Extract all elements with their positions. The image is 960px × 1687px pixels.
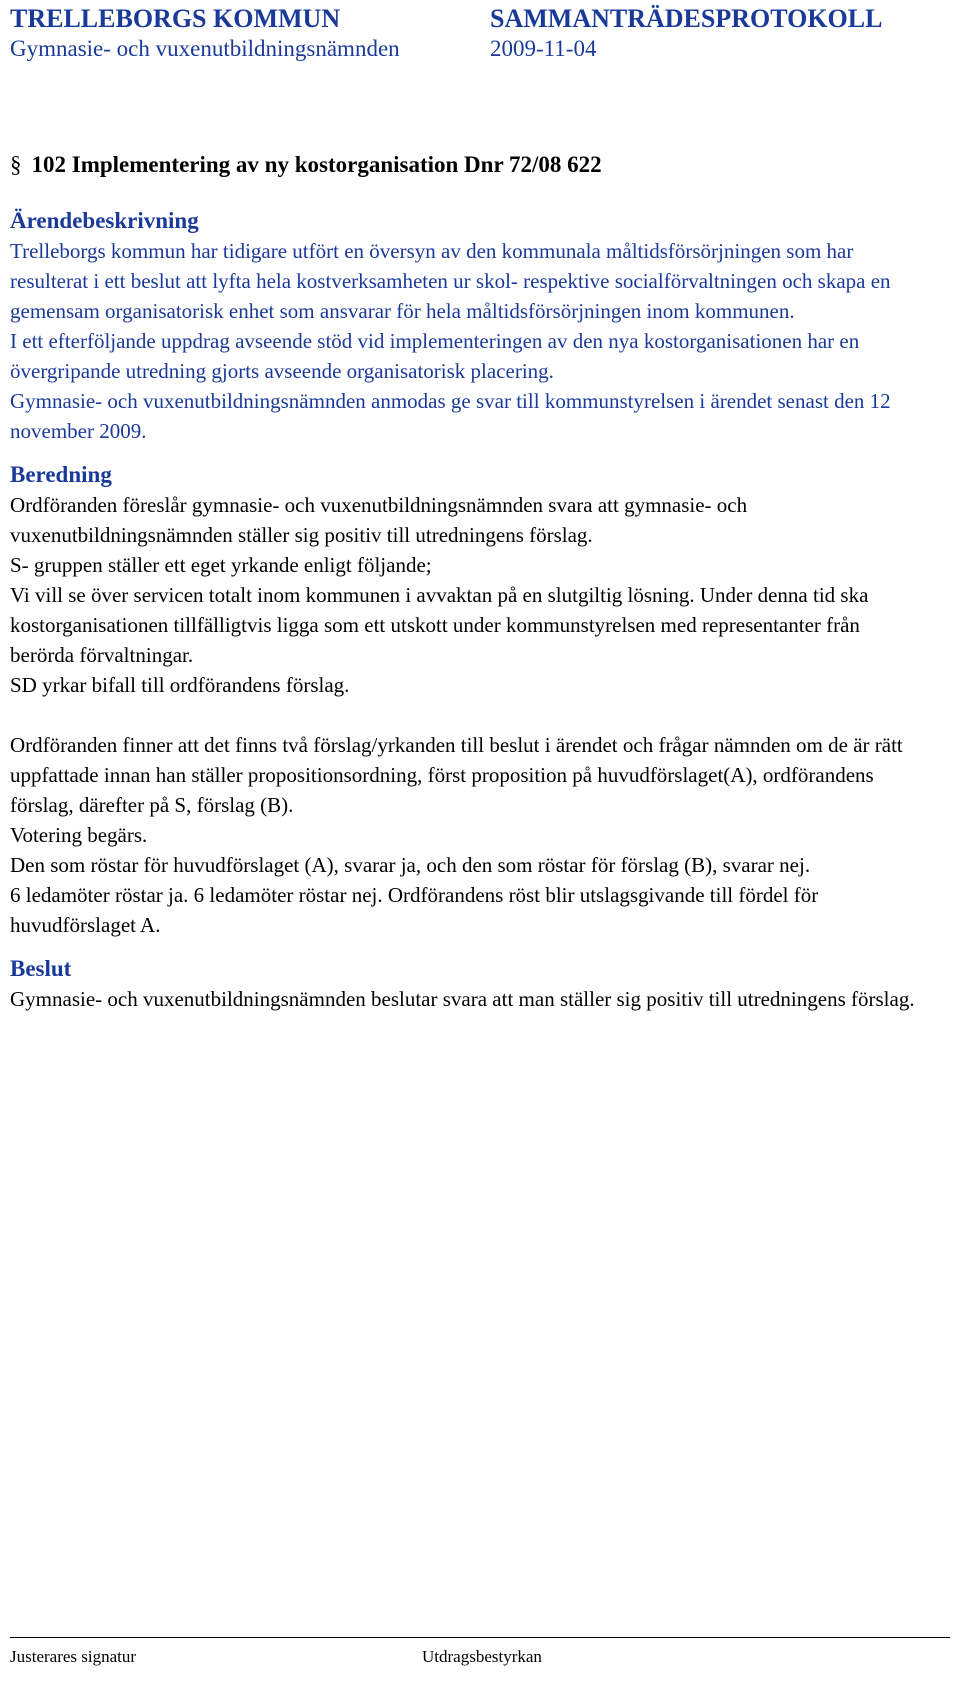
page-footer	[10, 1637, 950, 1666]
description-section	[10, 206, 925, 446]
document-body	[10, 150, 925, 1014]
preparation-paragraph: Vi vill se över servicen totalt inom kommunen i avvaktan på en slutgiltig lösning. Under denna tid ska kostorganisationen tillfälligtvis ligga som ett utskott under kommunstyrelsen med representanter från berörda förvaltningar.	[10, 583, 869, 667]
decision-section	[10, 954, 925, 1014]
voting-paragraph: Votering begärs.	[10, 823, 148, 847]
preparation-paragraph: SD yrkar bifall till ordförandens förslag.	[10, 673, 350, 697]
description-heading: Ärendebeskrivning	[10, 208, 199, 233]
item-title	[10, 150, 925, 180]
preparation-section	[10, 460, 925, 700]
voting-paragraph: Den som röstar för huvudförslaget (A), svarar ja, och den som röstar för förslag (B), svarar nej.	[10, 853, 811, 877]
decision-paragraph: Gymnasie- och vuxenutbildningsnämnden beslutar svara att man ställer sig positiv till utredningens förslag.	[10, 987, 915, 1011]
item-title-text: 102 Implementering av ny kostorganisation Dnr 72/08 622	[31, 152, 602, 177]
document-type: SAMMANTRÄDESPROTOKOLL	[490, 4, 883, 33]
page-header	[10, 4, 950, 64]
header-row-top	[10, 4, 950, 34]
description-paragraph: Trelleborgs kommun har tidigare utfört en översyn av den kommunala måltidsförsörjningen som har resulterat i ett beslut att lyfta hela kostverksamheten ur skol- respektive socialförvaltningen och skapa en gemensam organisatorisk enhet som ansvarar för hela måltidsförsörjningen inom kommunen.	[10, 239, 891, 323]
voting-paragraph: Ordföranden finner att det finns två förslag/yrkanden till beslut i ärendet och frågar nämnden om de är rätt uppfattade innan han ställer propositionsordning, först proposition på huvudförslaget(A), ordförandens förslag, därefter på S, förslag (B).	[10, 733, 903, 817]
voting-paragraph: 6 ledamöter röstar ja. 6 ledamöter röstar nej. Ordförandens röst blir utslagsgivande till fördel för huvudförslaget A.	[10, 883, 819, 937]
extract-certification-label: Utdragsbestyrkan	[422, 1647, 542, 1666]
description-paragraph: Gymnasie- och vuxenutbildningsnämnden anmodas ge svar till kommunstyrelsen i ärendet senast den 12 november 2009.	[10, 389, 891, 443]
section-symbol: §	[10, 152, 22, 177]
preparation-paragraph: Ordföranden föreslår gymnasie- och vuxenutbildningsnämnden svara att gymnasie- och vuxenutbildningsnämnden ställer sig positiv till utredningens förslag.	[10, 493, 748, 547]
decision-heading: Beslut	[10, 956, 72, 981]
board-name: Gymnasie- och vuxenutbildningsnämnden	[10, 36, 400, 61]
preparation-heading: Beredning	[10, 462, 112, 487]
header-row-bottom	[10, 34, 950, 64]
description-paragraph: I ett efterföljande uppdrag avseende stöd vid implementeringen av den nya kostorganisationen har en övergripande utredning gjorts avseende organisatorisk placering.	[10, 329, 860, 383]
organization-name: TRELLEBORGS KOMMUN	[10, 4, 341, 33]
meeting-date: 2009-11-04	[490, 36, 597, 61]
spacer	[10, 940, 925, 954]
spacer	[10, 446, 925, 460]
signature-label: Justerares signatur	[10, 1647, 137, 1666]
spacer	[10, 700, 925, 730]
voting-section	[10, 730, 925, 940]
preparation-paragraph: S- gruppen ställer ett eget yrkande enligt följande;	[10, 553, 432, 577]
